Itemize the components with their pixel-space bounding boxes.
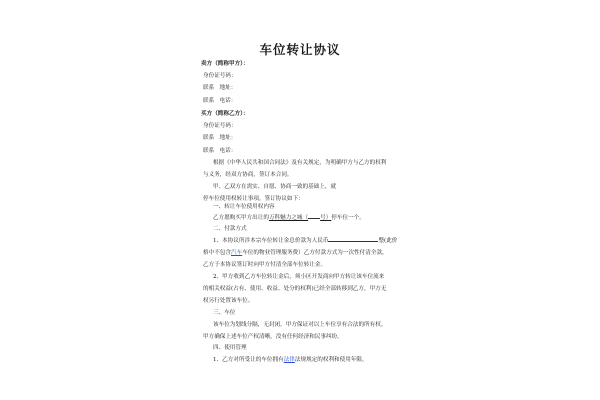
price-blank [328,241,378,242]
buyer-address-label: 地址： [219,135,237,141]
section1-text [213,215,365,222]
seller-id-label: 身份证号码： [203,73,237,79]
seller-contact-address [203,85,236,92]
seller-contact-label-2: 联系 [203,98,215,104]
section2-p1-line2-after: 车位的物业管理服务费）乙方付款方式为一次性付清全款， [242,250,388,256]
seller-address-label: 地址： [219,85,237,91]
section2-p1-line2 [203,250,388,257]
section2-p1-before: 1、本协议所涉本宗车位转让金总价款为人民币 [213,238,329,244]
section1-location: 万科魅力之城（ [268,215,309,221]
section1-number-suffix: 号） [320,215,332,221]
buyer-contact-address [203,135,236,142]
law-link[interactable]: 法律 [283,357,295,363]
buyer-phone-label: 电话： [219,148,237,154]
intro-line-4: 停车位使用权转让事项，签订协议如下： [203,196,304,202]
seller-heading: 卖方（简称甲方）： [201,61,249,67]
section2-p1-line1 [213,238,397,245]
section2-p1-line2-before: 格中不包含 [203,250,231,256]
section1-text-after: 停车位一个。 [331,215,365,221]
seller-contact-label: 联系 [203,85,215,91]
intro-line-1: 根据《中华人民共和国合同法》及有关规定，为明确甲方与乙方的权利 [213,160,387,166]
section3-heading: 三、车位 [213,310,236,316]
section4-p1-after: 法规规定的权利和使用年限。 [294,357,368,363]
seller-contact-phone [203,98,236,105]
section1-heading: 一、转让车位使用权内容 [213,204,275,210]
section2-p2-line2: 的相关权益(占有、使用、收益、处分的权利)已经全部转移到乙方，甲方无 [203,286,387,292]
intro-line-2: 与义务，经双方协商，签订本合同。 [203,172,293,178]
section2-p2-line3: 权另行处置该车位。 [203,298,254,304]
section2-p1-after: 整(此价 [378,238,398,244]
section2-p1-line3: 乙方于本协议签订时向甲方付清全部车位转让金。 [203,262,327,268]
buyer-contact-label: 联系 [203,135,215,141]
document-title: 车位转让协议 [259,42,341,57]
section2-heading: 二、付款方式 [213,226,247,232]
seller-phone-label: 电话： [219,98,237,104]
section4-p1 [213,357,368,364]
buyer-id-label: 身份证号码： [203,123,237,129]
section4-p1-before: 1、乙方对所受让的车位拥有 [213,357,284,363]
buyer-heading: 买方（简称乙方）： [201,111,249,117]
section1-text-before: 乙方愿购买甲方出让的 [213,215,269,221]
buyer-contact-phone [203,148,236,155]
car-link[interactable]: 汽车 [230,250,243,256]
section2-p2-line1: 2、甲方收到乙方车位转让金后，须小区开发商向甲方转让该车位流来 [213,274,385,280]
section3-line1: 该车位为划线分隔，无封闭。甲方保证对以上车位享有合法的所有权。 [213,322,387,328]
section4-heading: 四、使用管理 [213,345,247,351]
section3-line2: 甲方确保上述车位产权清晰，没有任何经济和民事纠纷。 [203,334,343,340]
section1-number-blank [308,218,320,219]
buyer-contact-label-2: 联系 [203,148,215,154]
intro-line-3: 甲、乙双方在需实、自愿、协商一致的基础上，就 [213,184,337,190]
